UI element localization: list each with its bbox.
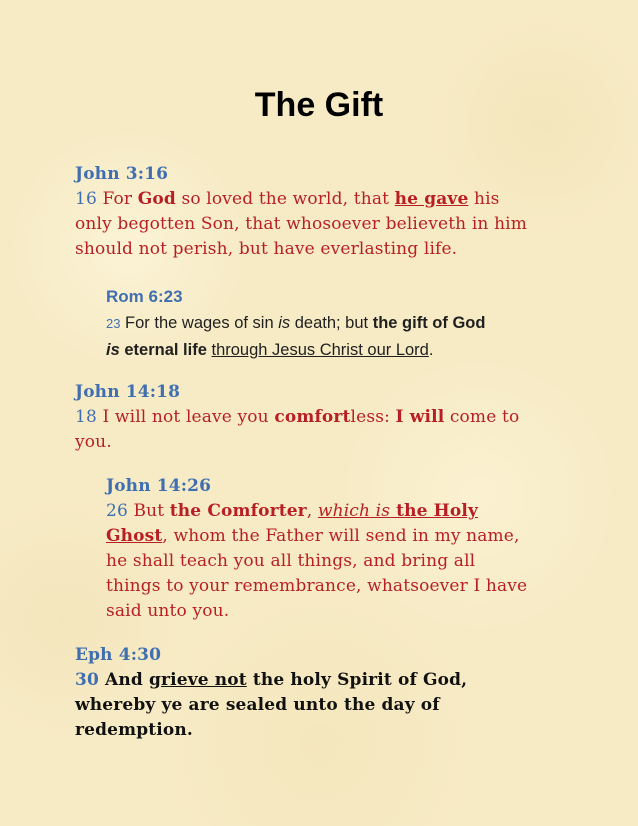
- verse-text: , whom the Father will send in my name,: [162, 526, 520, 546]
- verse-text: eternal life: [119, 341, 207, 359]
- verse-number: 16: [75, 189, 97, 209]
- verse-eph-4-30: [75, 643, 595, 743]
- verse-text: the holy Spirit of God,: [246, 670, 468, 690]
- verse-text: comfort: [274, 407, 351, 427]
- verse-text: ,: [306, 501, 318, 521]
- verse-text: his: [468, 189, 500, 209]
- verse-text: he gave: [394, 189, 469, 209]
- verse-number: 26: [106, 501, 128, 521]
- verse-line: [75, 668, 595, 693]
- verse-number: 18: [75, 407, 97, 427]
- verse-text: through Jesus Christ our Lord: [211, 341, 429, 359]
- verse-line: whereby ye are sealed unto the day of: [75, 695, 440, 715]
- verse-line: [106, 310, 606, 337]
- verse-line: [106, 524, 606, 549]
- verse-text: grieve not: [149, 670, 247, 690]
- verse-text: God: [137, 189, 176, 209]
- verse-text: Ghost: [106, 526, 163, 546]
- verse-text: so loved the world, that: [175, 189, 395, 209]
- verse-john-3-16: [75, 162, 595, 262]
- verse-reference: Eph 4:30: [75, 645, 162, 665]
- verse-text: For: [96, 189, 138, 209]
- page-title: The Gift: [254, 86, 384, 124]
- verse-text: the gift of God: [372, 314, 486, 332]
- verse-text: the Comforter: [169, 501, 307, 521]
- verse-line: [75, 187, 595, 212]
- verse-text: For the wages of sin: [120, 314, 279, 332]
- verse-line: you.: [75, 432, 112, 452]
- verse-text: the Holy: [390, 501, 479, 521]
- verse-text: I will not leave you: [96, 407, 275, 427]
- verse-line: redemption.: [75, 720, 193, 740]
- verse-rom-6-23: [106, 283, 606, 364]
- verse-line: things to your remembrance, whatsoever I have: [106, 576, 528, 596]
- verse-line: [75, 405, 595, 430]
- verse-line: said unto you.: [106, 601, 230, 621]
- verse-reference: John 14:26: [106, 476, 212, 496]
- verse-text: And: [98, 670, 149, 690]
- verse-line: should not perish, but have everlasting life.: [75, 239, 458, 259]
- verse-reference: John 3:16: [75, 164, 169, 184]
- verse-reference: Rom 6:23: [106, 287, 183, 306]
- verse-line: [106, 499, 606, 524]
- verse-text: is: [278, 314, 291, 332]
- verse-line: [106, 337, 606, 364]
- verse-line: he shall teach you all things, and bring all: [106, 551, 476, 571]
- verse-text: But: [127, 501, 170, 521]
- verse-text: death; but: [290, 314, 373, 332]
- verse-line: only begotten Son, that whosoever believeth in him: [75, 214, 528, 234]
- verse-number: 30: [75, 670, 99, 690]
- verse-reference: John 14:18: [75, 382, 181, 402]
- verse-number: 23: [106, 316, 121, 331]
- verse-text: come to: [444, 407, 520, 427]
- verse-john-14-26: [106, 474, 606, 624]
- verse-text: .: [428, 341, 434, 359]
- verse-text: which is: [317, 501, 391, 521]
- verse-text: I will: [395, 407, 445, 427]
- verse-john-14-18: [75, 380, 595, 455]
- verse-text: is: [106, 341, 120, 359]
- verse-text: less:: [350, 407, 396, 427]
